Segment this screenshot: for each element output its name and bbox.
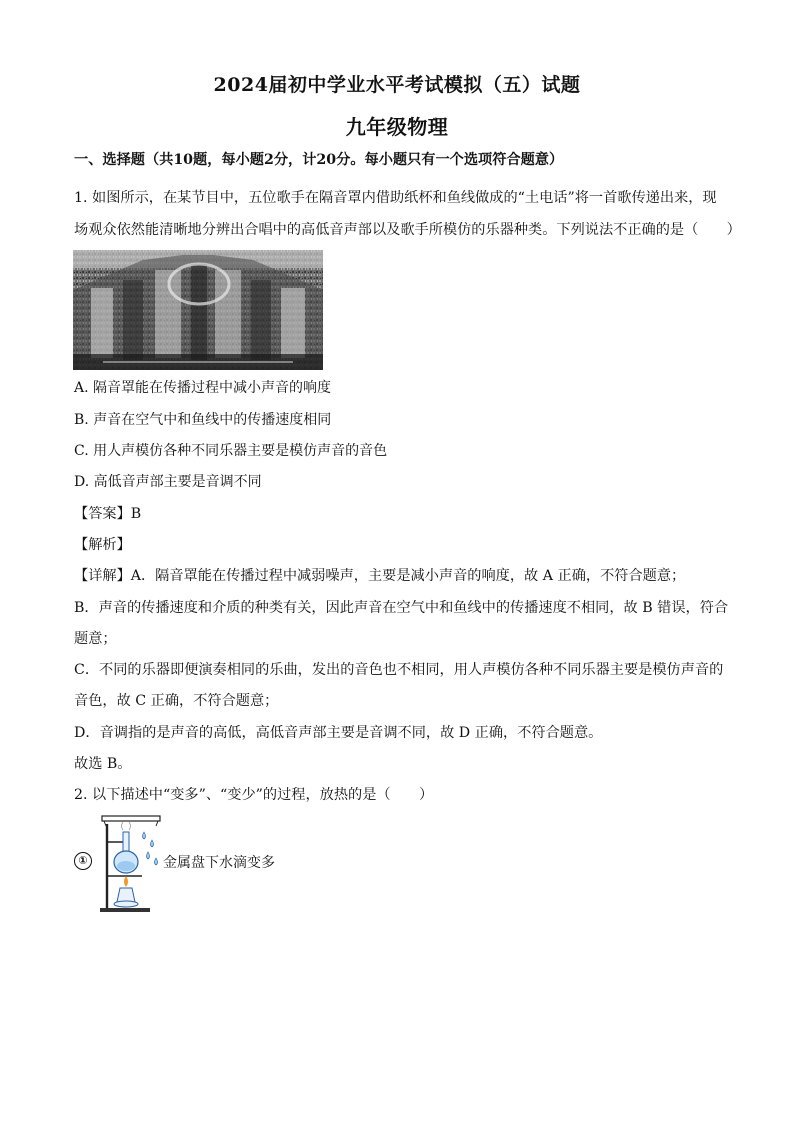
q1-option-c: C. 用人声模仿各种不同乐器主要是模仿声音的音色 — [74, 443, 388, 459]
q1-detail-line: 音色，故 C 正确，不符合题意； — [74, 693, 279, 709]
exam-title: 2024届初中学业水平考试模拟（五）试题 — [213, 74, 581, 96]
q1-detail-line: D．音调指的是声音的高低，高低音声部主要是音调不同，故 D 正确，不符合题意。 — [74, 725, 603, 741]
q1-detail-line: B．声音的传播速度和介质的种类有关，因此声音在空气中和鱼线中的传播速度不相同，故 B 错误，符合 — [74, 600, 729, 616]
q1-stem-line1: 1. 如图所示，在某节目中，五位歌手在隔音罩内借助纸杯和鱼线做成的“土电话”将一首歌传递出来，现 — [74, 190, 717, 206]
q1-detail-line: 【详解】A．隔音罩能在传播过程中减弱噪声，主要是减小声音的响度，故 A 正确，不符合题意； — [74, 568, 686, 584]
q1-answer: 【答案】B — [74, 506, 142, 522]
item1-caption: 金属盘下水滴变多 — [163, 855, 275, 871]
q1-stem-line2: 场观众依然能清晰地分辨出合唱中的高低音声部以及歌手所模仿的乐器种类。下列说法不正确的是（ ） — [74, 222, 741, 238]
q1-detail-line: C．不同的乐器即便演奏相同的乐曲，发出的音色也不相同，用人声模仿各种不同乐器主要是模仿声音的 — [74, 662, 724, 678]
q1-option-b: B. 声音在空气中和鱼线中的传播速度相同 — [74, 412, 332, 428]
q2-stem: 2. 以下描述中“变多”、“变少”的过程，放热的是（ ） — [74, 787, 434, 803]
q1-option-a: A. 隔音罩能在传播过程中减小声音的响度 — [74, 380, 332, 396]
section-heading: 一、选择题（共10题，每小题2分，计20分。每小题只有一个选项符合题意） — [74, 152, 564, 168]
q1-analysis-label: 【解析】 — [74, 537, 131, 553]
exam-subtitle: 九年级物理 — [345, 115, 449, 139]
q1-detail-line: 故选 B。 — [74, 756, 132, 772]
q1-option-d: D. 高低音声部主要是音调不同 — [74, 474, 262, 490]
stage-photo — [73, 250, 323, 370]
item-marker: ① — [74, 852, 92, 870]
q1-detail-line: 题意； — [74, 631, 117, 647]
